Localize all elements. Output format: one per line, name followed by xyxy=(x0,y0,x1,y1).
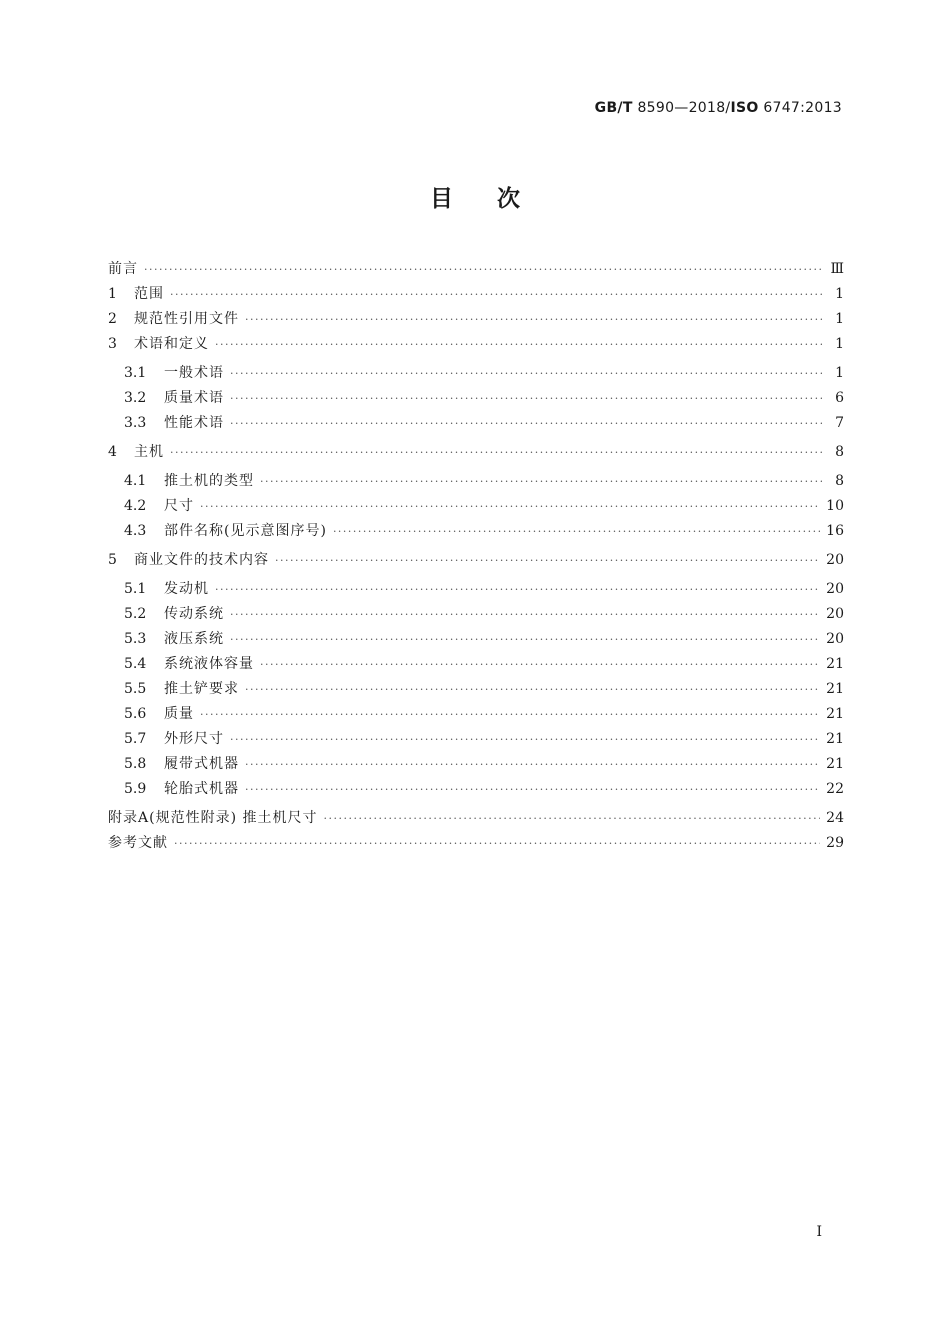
toc-entry-label: 前言 xyxy=(108,261,138,277)
toc-entry-label: 参考文献 xyxy=(108,835,168,851)
toc-entry-label: 履带式机器 xyxy=(164,756,239,772)
toc-entry-page: 21 xyxy=(826,706,844,722)
page-title: 目次 xyxy=(430,186,564,212)
toc-leader-dots xyxy=(230,608,820,621)
toc-entry-label: 质量术语 xyxy=(164,390,224,406)
toc-entry[interactable] xyxy=(108,362,844,387)
toc-entry-label: 性能术语 xyxy=(164,415,224,431)
toc-leader-dots xyxy=(230,367,822,380)
toc-entry[interactable] xyxy=(108,495,844,520)
toc-entry-label: 推土机的类型 xyxy=(164,473,254,489)
toc-leader-dots xyxy=(245,758,820,771)
toc-leader-dots xyxy=(170,288,822,301)
toc-entry[interactable] xyxy=(108,308,844,333)
toc-entry[interactable] xyxy=(108,653,844,678)
toc-leader-dots xyxy=(174,837,820,850)
toc-leader-dots xyxy=(260,658,820,671)
toc-entry-page: 20 xyxy=(826,606,844,622)
toc-entry-page: 16 xyxy=(826,523,844,539)
toc-entry[interactable] xyxy=(108,728,844,753)
toc-entry-number: 5.4 xyxy=(124,656,147,672)
toc-entry-label: 轮胎式机器 xyxy=(164,781,239,797)
toc-entry-page: 20 xyxy=(826,552,844,568)
toc-leader-dots xyxy=(245,313,822,326)
toc-entry[interactable] xyxy=(108,603,844,628)
toc-leader-dots xyxy=(230,633,820,646)
toc-leader-dots xyxy=(230,733,820,746)
toc-leader-dots xyxy=(230,417,822,430)
toc-leader-dots xyxy=(215,583,820,596)
toc-entry-number: 4.1 xyxy=(124,473,147,489)
footer-page-number: I xyxy=(816,1224,822,1240)
standard-number xyxy=(595,100,842,116)
toc-entry-number: 5.8 xyxy=(124,756,147,772)
toc-entry-page: Ⅲ xyxy=(830,261,844,277)
toc-entry-page: 1 xyxy=(835,311,844,327)
toc-entry-number: 5 xyxy=(108,552,117,568)
toc-leader-dots xyxy=(260,475,822,488)
toc-entry-page: 20 xyxy=(826,581,844,597)
toc-leader-dots xyxy=(245,683,820,696)
toc-entry[interactable] xyxy=(108,549,844,574)
toc-entry-label: 一般术语 xyxy=(164,365,224,381)
toc-entry-page: 20 xyxy=(826,631,844,647)
toc-entry[interactable] xyxy=(108,807,844,832)
toc-entry-number: 4 xyxy=(108,444,117,460)
toc-entry-number: 3.1 xyxy=(124,365,147,381)
toc-entry-page: 1 xyxy=(835,336,844,352)
toc-entry[interactable] xyxy=(108,283,844,308)
toc-entry-page: 21 xyxy=(826,756,844,772)
toc-entry-number: 5.5 xyxy=(124,681,147,697)
toc-entry-label: 附录A(规范性附录) 推土机尺寸 xyxy=(108,810,318,826)
toc-entry-page: 8 xyxy=(835,473,844,489)
toc-entry-number: 3.3 xyxy=(124,415,147,431)
toc-entry-number: 5.1 xyxy=(124,581,147,597)
toc-entry-page: 1 xyxy=(835,365,844,381)
toc-entry[interactable] xyxy=(108,832,844,857)
toc-entry[interactable] xyxy=(108,703,844,728)
toc-entry-number: 4.2 xyxy=(124,498,147,514)
toc-entry-label: 液压系统 xyxy=(164,631,224,647)
toc-entry[interactable] xyxy=(108,678,844,703)
toc-entry-label: 外形尺寸 xyxy=(164,731,224,747)
toc-entry[interactable] xyxy=(108,778,844,803)
toc-entry-label: 主机 xyxy=(134,444,164,460)
iso-prefix: ISO xyxy=(730,100,759,116)
toc-leader-dots xyxy=(200,708,820,721)
toc-leader-dots xyxy=(144,263,822,276)
toc-leader-dots xyxy=(275,554,820,567)
iso-number-value: 6747:2013 xyxy=(763,100,842,116)
toc-entry[interactable] xyxy=(108,578,844,603)
toc-leader-dots xyxy=(323,812,820,825)
toc-entry-page: 21 xyxy=(826,656,844,672)
toc-entry-number: 3.2 xyxy=(124,390,147,406)
toc-entry-label: 部件名称(见示意图序号) xyxy=(164,523,327,539)
toc-leader-dots xyxy=(230,392,822,405)
toc-entry-page: 6 xyxy=(835,390,844,406)
toc-entry-page: 21 xyxy=(826,681,844,697)
toc-entry-number: 3 xyxy=(108,336,117,352)
toc-leader-dots xyxy=(245,783,820,796)
toc-entry-page: 21 xyxy=(826,731,844,747)
toc-entry-number: 5.7 xyxy=(124,731,147,747)
toc-entry[interactable] xyxy=(108,387,844,412)
std-number-value: 8590—2018/ xyxy=(637,100,731,116)
toc-entry-number: 5.3 xyxy=(124,631,147,647)
toc-entry-page: 24 xyxy=(826,810,844,826)
toc-leader-dots xyxy=(200,500,820,513)
toc-leader-dots xyxy=(333,525,820,538)
toc-entry-label: 规范性引用文件 xyxy=(134,311,239,327)
toc-entry[interactable] xyxy=(108,628,844,653)
toc-entry-page: 10 xyxy=(826,498,844,514)
toc-entry-label: 范围 xyxy=(134,286,164,302)
toc-entry-label: 发动机 xyxy=(164,581,209,597)
toc-entry-number: 4.3 xyxy=(124,523,147,539)
toc-entry-page: 8 xyxy=(835,444,844,460)
toc-entry-page: 1 xyxy=(835,286,844,302)
toc-entry[interactable] xyxy=(108,753,844,778)
toc-entry-page: 7 xyxy=(835,415,844,431)
toc-entry[interactable] xyxy=(108,520,844,545)
toc-entry[interactable] xyxy=(108,258,844,283)
toc-entry[interactable] xyxy=(108,333,844,358)
toc-entry-number: 2 xyxy=(108,311,117,327)
std-prefix: GB/T xyxy=(594,100,633,116)
toc-entry[interactable] xyxy=(108,470,844,495)
table-of-contents xyxy=(108,258,844,857)
toc-entry-label: 术语和定义 xyxy=(134,336,209,352)
toc-entry-number: 1 xyxy=(108,286,117,302)
toc-entry-label: 尺寸 xyxy=(164,498,194,514)
toc-leader-dots xyxy=(215,338,822,351)
toc-entry-number: 5.6 xyxy=(124,706,147,722)
toc-entry[interactable] xyxy=(108,412,844,437)
toc-entry-label: 系统液体容量 xyxy=(164,656,254,672)
toc-entry-label: 质量 xyxy=(164,706,194,722)
toc-entry-page: 22 xyxy=(826,781,844,797)
toc-entry-page: 29 xyxy=(826,835,844,851)
toc-entry-label: 商业文件的技术内容 xyxy=(134,552,269,568)
toc-entry-number: 5.2 xyxy=(124,606,147,622)
toc-entry[interactable] xyxy=(108,441,844,466)
toc-entry-label: 推土铲要求 xyxy=(164,681,239,697)
toc-entry-label: 传动系统 xyxy=(164,606,224,622)
toc-entry-number: 5.9 xyxy=(124,781,147,797)
toc-leader-dots xyxy=(170,446,822,459)
